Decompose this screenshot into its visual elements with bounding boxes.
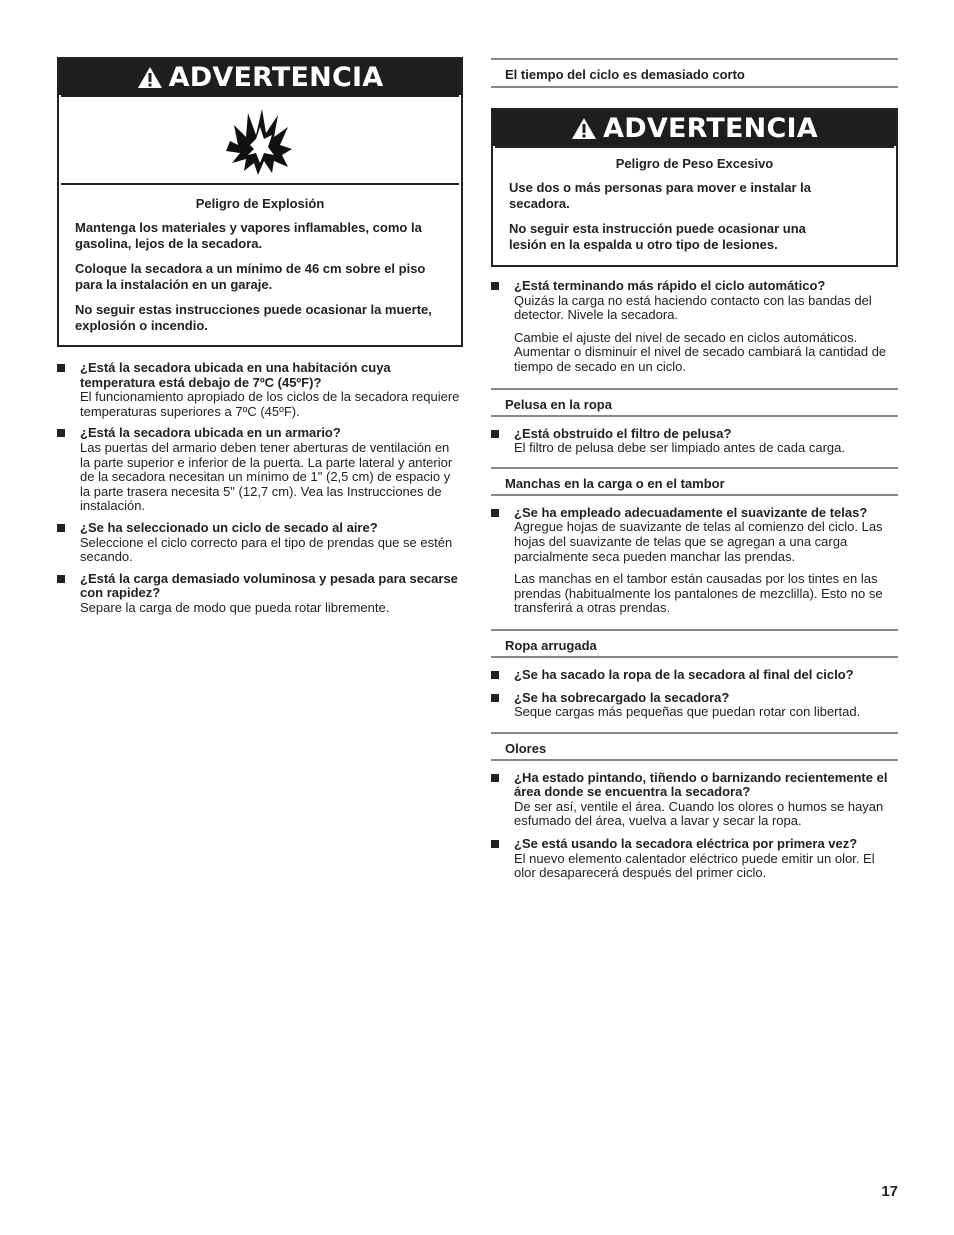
section-header-wrinkled: Ropa arrugada <box>491 629 898 658</box>
explosion-symbol-area <box>61 95 459 185</box>
list-item <box>57 426 463 514</box>
warning-header: ADVERTENCIA <box>493 110 896 146</box>
section-header-odors: Olores <box>491 732 898 761</box>
bullet-icon <box>491 774 499 782</box>
warning-title: Peligro de Explosión <box>195 196 325 211</box>
explosion-warning-box <box>57 57 463 347</box>
warning-header: ADVERTENCIA <box>59 59 461 95</box>
item-answer: Separe la carga de modo que pueda rotar libremente. <box>80 599 390 615</box>
bullet-icon <box>491 509 499 517</box>
list-item <box>491 691 898 720</box>
section-header-cycle: El tiempo del ciclo es demasiado corto <box>491 58 898 88</box>
item-answer: De ser así, ventile el área. Cuando los olores o humos se hayan esfumado del área, vuelva a lavar y secar la ropa. <box>514 798 884 829</box>
bullet-icon <box>57 524 65 532</box>
item-answer: Las puertas del armario deben tener aberturas de ventilación en la parte superior e inferior de la puerta. La parte lateral y anterior de la secadora necesitan un mínimo de 1" (2,5 cm) de espacio y la parte trasera necesita 5" (12,7 cm). Vea las Instrucciones de instalación. <box>80 439 453 514</box>
bullet-icon <box>491 840 499 848</box>
bullet-icon <box>57 575 65 583</box>
list-item <box>491 771 898 829</box>
bullet-icon <box>57 429 65 437</box>
warning-body <box>59 196 461 334</box>
section-header-lint: Pelusa en la ropa <box>491 388 898 417</box>
weight-warning-box <box>491 108 898 267</box>
bullet-icon <box>57 364 65 372</box>
item-answer: Seleccione el ciclo correcto para el tipo de prendas que se estén secando. <box>80 534 453 565</box>
warning-line: No seguir estas instrucciones puede ocasionar la muerte, explosión o incendio. <box>75 302 432 333</box>
explosion-icon <box>224 105 296 175</box>
page-number: 17 <box>881 1183 898 1200</box>
item-extra: Cambie el ajuste del nivel de secado en ciclos automáticos. Aumentar o disminuir el nivel de secado cambiará la cantidad de tiempo de secado en un ciclo. <box>514 329 887 374</box>
item-answer: Seque cargas más pequeñas que puedan rotar con libertad. <box>514 704 861 720</box>
item-question: ¿Se ha sacado la ropa de la secadora al final del ciclo? <box>514 666 854 682</box>
list-item <box>57 361 463 419</box>
item-question: ¿Se ha seleccionado un ciclo de secado al aire? <box>80 519 378 535</box>
warning-line: Mantenga los materiales y vapores inflamables, como la gasolina, lejos de la secadora. <box>75 220 422 251</box>
right-column <box>491 57 898 881</box>
warning-triangle-icon <box>137 66 163 89</box>
bullet-icon <box>491 430 499 438</box>
item-answer: El filtro de pelusa debe ser limpiado antes de cada carga. <box>514 440 845 456</box>
item-answer: Quizás la carga no está haciendo contacto con las bandas del detector. Nivele la secadora. <box>514 292 872 323</box>
list-item <box>491 837 898 881</box>
bullet-icon <box>491 694 499 702</box>
item-question: ¿Se ha sobrecargado la secadora? <box>514 689 730 705</box>
left-column <box>57 57 463 616</box>
item-question: ¿Está obstruido el filtro de pelusa? <box>514 425 732 441</box>
item-answer: El funcionamiento apropiado de los ciclos de la secadora requiere temperaturas superiores a 7ºC (45ºF). <box>80 389 460 419</box>
item-question: ¿Está terminando más rápido el ciclo automático? <box>514 278 826 293</box>
list-item <box>491 427 898 456</box>
bullet-icon <box>491 282 499 290</box>
list-item <box>57 521 463 565</box>
list-item <box>491 668 898 683</box>
item-question: ¿Está la secadora ubicada en un armario? <box>80 425 341 441</box>
warning-line: No seguir esta instrucción puede ocasionar una lesión en la espalda u otro tipo de lesiones. <box>509 221 806 252</box>
warning-line: Use dos o más personas para mover e instalar la secadora. <box>509 180 812 211</box>
section-header-stains: Manchas en la carga o en el tambor <box>491 467 898 496</box>
item-answer: El nuevo elemento calentador eléctrico puede emitir un olor. El olor desaparecerá después del primer ciclo. <box>514 850 875 881</box>
warning-body <box>493 156 896 253</box>
bullet-icon <box>491 671 499 679</box>
warning-line: Coloque la secadora a un mínimo de 46 cm sobre el piso para la instalación en un garaje. <box>75 261 426 292</box>
list-item <box>491 506 898 564</box>
item-question: ¿Se está usando la secadora eléctrica por primera vez? <box>514 836 858 852</box>
item-question: ¿Está la secadora ubicada en una habitación cuya temperatura está debajo de 7ºC (45ºF)? <box>80 360 391 390</box>
item-question: ¿Se ha empleado adecuadamente el suavizante de telas? <box>514 504 868 520</box>
item-answer: Agregue hojas de suavizante de telas al comienzo del ciclo. Las hojas del suavizante de telas que se agregan a una carga parcialmente seca pueden manchar las prendas. <box>514 519 883 564</box>
warning-title: Peligro de Peso Excesivo <box>615 156 774 171</box>
list-item <box>491 279 898 323</box>
warning-triangle-icon <box>571 117 597 140</box>
list-item <box>57 572 463 616</box>
item-question: ¿Está la carga demasiado voluminosa y pesada para secarse con rapidez? <box>80 570 458 601</box>
item-question: ¿Ha estado pintando, tiñendo o barnizando recientemente el área donde se encuentra la secadora? <box>514 769 888 800</box>
item-extra: Las manchas en el tambor están causadas por los tintes en las prendas (habitualmente los pantalones de mezclilla). Esto no se transferirá a otras prendas. <box>514 571 883 616</box>
